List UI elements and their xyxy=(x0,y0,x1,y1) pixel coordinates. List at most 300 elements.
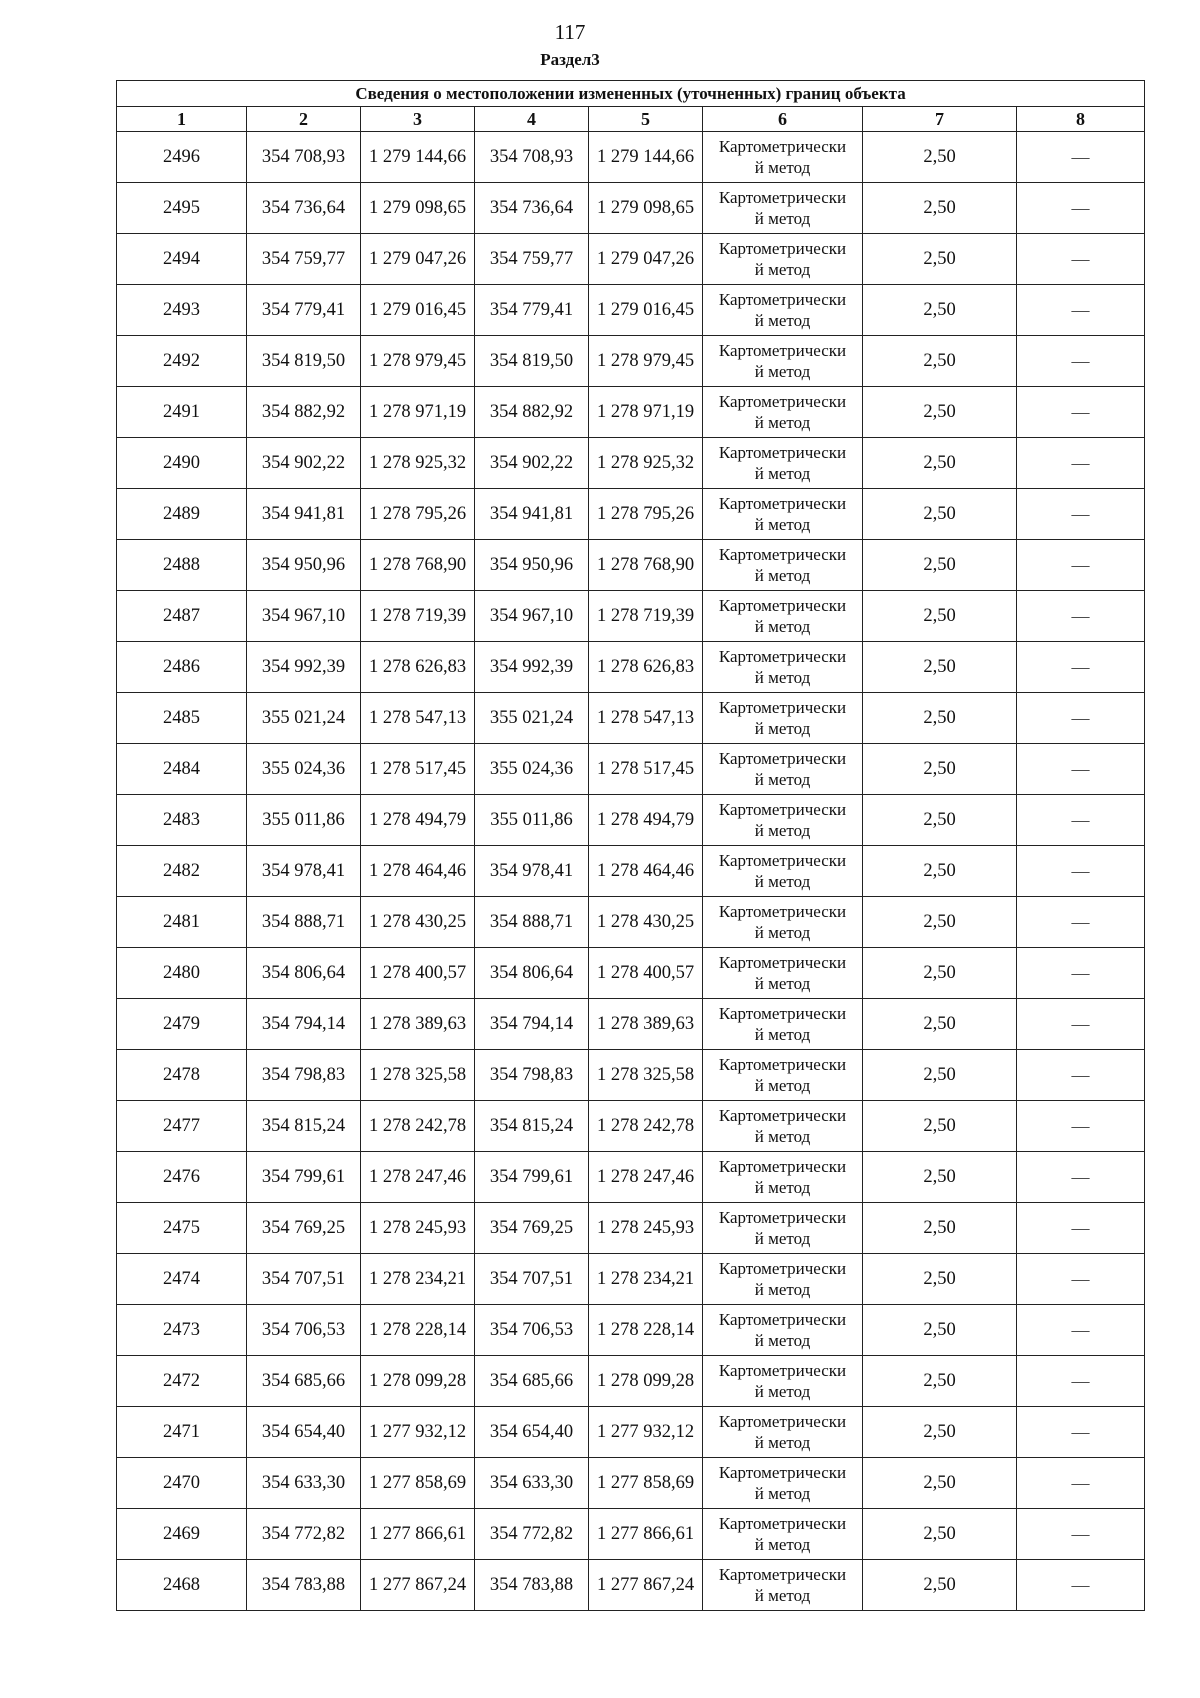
y-coordinate-cell: 1 278 626,83 xyxy=(361,642,475,693)
method-text-line: й метод xyxy=(754,1331,811,1350)
y-coordinate-cell: 1 279 016,45 xyxy=(589,285,703,336)
x-coordinate-cell: 355 021,24 xyxy=(247,693,361,744)
precision-cell: 2,50 xyxy=(863,1356,1017,1407)
description-cell: — xyxy=(1017,1407,1145,1458)
method-text-line: й метод xyxy=(754,923,811,942)
x-coordinate-cell: 354 794,14 xyxy=(247,999,361,1050)
point-number-cell: 2483 xyxy=(117,795,247,846)
method-text-line: Картометрически xyxy=(718,1106,847,1125)
x-coordinate-cell: 354 707,51 xyxy=(247,1254,361,1305)
description-cell: — xyxy=(1017,540,1145,591)
precision-cell: 2,50 xyxy=(863,1203,1017,1254)
method-text-line: Картометрически xyxy=(718,1514,847,1533)
method-text-line: Картометрически xyxy=(718,494,847,513)
point-number-cell: 2481 xyxy=(117,897,247,948)
precision-cell: 2,50 xyxy=(863,489,1017,540)
method-text-line: й метод xyxy=(754,770,811,789)
description-cell: — xyxy=(1017,1305,1145,1356)
description-cell: — xyxy=(1017,438,1145,489)
description-cell: — xyxy=(1017,693,1145,744)
y-coordinate-cell: 1 277 932,12 xyxy=(361,1407,475,1458)
method-text-line: й метод xyxy=(754,515,811,534)
y-coordinate-cell: 1 278 430,25 xyxy=(361,897,475,948)
y-coordinate-cell: 1 279 144,66 xyxy=(589,132,703,183)
point-number-cell: 2484 xyxy=(117,744,247,795)
table-row xyxy=(117,540,1145,591)
table-row xyxy=(117,1152,1145,1203)
x-coordinate-cell: 354 815,24 xyxy=(475,1101,589,1152)
method-text-line: й метод xyxy=(754,158,811,177)
description-cell: — xyxy=(1017,1050,1145,1101)
x-coordinate-cell: 354 707,51 xyxy=(475,1254,589,1305)
x-coordinate-cell: 354 798,83 xyxy=(475,1050,589,1101)
method-cell xyxy=(703,1407,863,1458)
description-cell: — xyxy=(1017,897,1145,948)
point-number-cell: 2479 xyxy=(117,999,247,1050)
point-number-cell: 2494 xyxy=(117,234,247,285)
y-coordinate-cell: 1 278 971,19 xyxy=(589,387,703,438)
precision-cell: 2,50 xyxy=(863,540,1017,591)
precision-cell: 2,50 xyxy=(863,693,1017,744)
y-coordinate-cell: 1 278 795,26 xyxy=(589,489,703,540)
table-row xyxy=(117,489,1145,540)
method-text-line: й метод xyxy=(754,1025,811,1044)
method-text-line: Картометрически xyxy=(718,443,847,462)
x-coordinate-cell: 354 978,41 xyxy=(475,846,589,897)
point-number-cell: 2495 xyxy=(117,183,247,234)
point-number-cell: 2482 xyxy=(117,846,247,897)
method-text-line: Картометрически xyxy=(718,1361,847,1380)
x-coordinate-cell: 354 779,41 xyxy=(475,285,589,336)
y-coordinate-cell: 1 278 247,46 xyxy=(361,1152,475,1203)
table-row xyxy=(117,183,1145,234)
x-coordinate-cell: 354 882,92 xyxy=(247,387,361,438)
y-coordinate-cell: 1 279 047,26 xyxy=(361,234,475,285)
table-row xyxy=(117,744,1145,795)
method-text-line: й метод xyxy=(754,1280,811,1299)
y-coordinate-cell: 1 279 098,65 xyxy=(589,183,703,234)
description-cell: — xyxy=(1017,489,1145,540)
y-coordinate-cell: 1 277 858,69 xyxy=(361,1458,475,1509)
table-row xyxy=(117,1203,1145,1254)
description-cell: — xyxy=(1017,1458,1145,1509)
y-coordinate-cell: 1 277 867,24 xyxy=(589,1560,703,1611)
method-text-line: Картометрически xyxy=(718,239,847,258)
method-text-line: Картометрически xyxy=(718,1208,847,1227)
column-number: 8 xyxy=(1017,107,1145,132)
precision-cell: 2,50 xyxy=(863,132,1017,183)
table-row xyxy=(117,336,1145,387)
method-text-line: й метод xyxy=(754,311,811,330)
column-number: 3 xyxy=(361,107,475,132)
y-coordinate-cell: 1 278 547,13 xyxy=(589,693,703,744)
method-text-line: й метод xyxy=(754,1382,811,1401)
table-row xyxy=(117,132,1145,183)
x-coordinate-cell: 354 769,25 xyxy=(475,1203,589,1254)
y-coordinate-cell: 1 278 768,90 xyxy=(361,540,475,591)
method-text-line: Картометрически xyxy=(718,647,847,666)
y-coordinate-cell: 1 278 099,28 xyxy=(361,1356,475,1407)
x-coordinate-cell: 354 819,50 xyxy=(475,336,589,387)
precision-cell: 2,50 xyxy=(863,897,1017,948)
description-cell: — xyxy=(1017,1152,1145,1203)
method-cell xyxy=(703,489,863,540)
table-row xyxy=(117,1356,1145,1407)
table-row xyxy=(117,1254,1145,1305)
method-text-line: Картометрически xyxy=(718,851,847,870)
point-number-cell: 2490 xyxy=(117,438,247,489)
table-row xyxy=(117,591,1145,642)
x-coordinate-cell: 354 978,41 xyxy=(247,846,361,897)
method-cell xyxy=(703,1356,863,1407)
table-row xyxy=(117,1509,1145,1560)
point-number-cell: 2487 xyxy=(117,591,247,642)
method-cell xyxy=(703,999,863,1050)
method-cell xyxy=(703,795,863,846)
y-coordinate-cell: 1 278 389,63 xyxy=(361,999,475,1050)
table-row xyxy=(117,693,1145,744)
table-row xyxy=(117,795,1145,846)
y-coordinate-cell: 1 279 047,26 xyxy=(589,234,703,285)
x-coordinate-cell: 354 706,53 xyxy=(475,1305,589,1356)
precision-cell: 2,50 xyxy=(863,1509,1017,1560)
method-text-line: й метод xyxy=(754,1484,811,1503)
method-text-line: Картометрически xyxy=(718,1259,847,1278)
x-coordinate-cell: 354 799,61 xyxy=(475,1152,589,1203)
x-coordinate-cell: 354 633,30 xyxy=(247,1458,361,1509)
column-number: 5 xyxy=(589,107,703,132)
method-text-line: й метод xyxy=(754,821,811,840)
point-number-cell: 2485 xyxy=(117,693,247,744)
x-coordinate-cell: 354 654,40 xyxy=(247,1407,361,1458)
method-text-line: й метод xyxy=(754,1433,811,1452)
y-coordinate-cell: 1 278 400,57 xyxy=(589,948,703,999)
y-coordinate-cell: 1 278 242,78 xyxy=(589,1101,703,1152)
x-coordinate-cell: 354 706,53 xyxy=(247,1305,361,1356)
y-coordinate-cell: 1 278 626,83 xyxy=(589,642,703,693)
point-number-cell: 2489 xyxy=(117,489,247,540)
column-number: 1 xyxy=(117,107,247,132)
column-number-row xyxy=(117,107,1145,132)
x-coordinate-cell: 354 736,64 xyxy=(247,183,361,234)
y-coordinate-cell: 1 278 464,46 xyxy=(361,846,475,897)
description-cell: — xyxy=(1017,1254,1145,1305)
point-number-cell: 2469 xyxy=(117,1509,247,1560)
x-coordinate-cell: 355 024,36 xyxy=(475,744,589,795)
precision-cell: 2,50 xyxy=(863,183,1017,234)
method-cell xyxy=(703,1203,863,1254)
description-cell: — xyxy=(1017,948,1145,999)
method-cell xyxy=(703,642,863,693)
table-row xyxy=(117,234,1145,285)
method-text-line: Картометрически xyxy=(718,1412,847,1431)
description-cell: — xyxy=(1017,795,1145,846)
x-coordinate-cell: 354 685,66 xyxy=(247,1356,361,1407)
table-row xyxy=(117,1458,1145,1509)
method-cell xyxy=(703,1254,863,1305)
description-cell: — xyxy=(1017,1101,1145,1152)
x-coordinate-cell: 355 011,86 xyxy=(247,795,361,846)
method-text-line: й метод xyxy=(754,1535,811,1554)
table-row xyxy=(117,846,1145,897)
x-coordinate-cell: 354 819,50 xyxy=(247,336,361,387)
precision-cell: 2,50 xyxy=(863,1407,1017,1458)
y-coordinate-cell: 1 278 925,32 xyxy=(589,438,703,489)
precision-cell: 2,50 xyxy=(863,336,1017,387)
y-coordinate-cell: 1 278 234,21 xyxy=(589,1254,703,1305)
method-cell xyxy=(703,285,863,336)
y-coordinate-cell: 1 278 795,26 xyxy=(361,489,475,540)
method-text-line: й метод xyxy=(754,413,811,432)
x-coordinate-cell: 354 992,39 xyxy=(475,642,589,693)
precision-cell: 2,50 xyxy=(863,999,1017,1050)
x-coordinate-cell: 354 967,10 xyxy=(475,591,589,642)
y-coordinate-cell: 1 277 866,61 xyxy=(361,1509,475,1560)
y-coordinate-cell: 1 278 768,90 xyxy=(589,540,703,591)
precision-cell: 2,50 xyxy=(863,846,1017,897)
x-coordinate-cell: 354 888,71 xyxy=(475,897,589,948)
table-row xyxy=(117,1101,1145,1152)
method-text-line: Картометрически xyxy=(718,188,847,207)
y-coordinate-cell: 1 278 247,46 xyxy=(589,1152,703,1203)
method-text-line: Картометрически xyxy=(718,1565,847,1584)
table-row xyxy=(117,999,1145,1050)
method-cell xyxy=(703,1560,863,1611)
method-cell xyxy=(703,846,863,897)
method-text-line: Картометрически xyxy=(718,1157,847,1176)
method-text-line: й метод xyxy=(754,1127,811,1146)
point-number-cell: 2470 xyxy=(117,1458,247,1509)
method-text-line: Картометрически xyxy=(718,596,847,615)
description-cell: — xyxy=(1017,744,1145,795)
method-text-line: Картометрически xyxy=(718,545,847,564)
table-row xyxy=(117,438,1145,489)
y-coordinate-cell: 1 277 867,24 xyxy=(361,1560,475,1611)
method-cell xyxy=(703,1305,863,1356)
precision-cell: 2,50 xyxy=(863,591,1017,642)
method-cell xyxy=(703,183,863,234)
description-cell: — xyxy=(1017,183,1145,234)
method-cell xyxy=(703,438,863,489)
precision-cell: 2,50 xyxy=(863,1458,1017,1509)
x-coordinate-cell: 354 992,39 xyxy=(247,642,361,693)
x-coordinate-cell: 354 882,92 xyxy=(475,387,589,438)
precision-cell: 2,50 xyxy=(863,948,1017,999)
description-cell: — xyxy=(1017,132,1145,183)
precision-cell: 2,50 xyxy=(863,438,1017,489)
method-text-line: Картометрически xyxy=(718,902,847,921)
x-coordinate-cell: 354 772,82 xyxy=(475,1509,589,1560)
description-cell: — xyxy=(1017,999,1145,1050)
y-coordinate-cell: 1 278 494,79 xyxy=(589,795,703,846)
method-text-line: Картометрически xyxy=(718,1310,847,1329)
precision-cell: 2,50 xyxy=(863,642,1017,693)
method-text-line: Картометрически xyxy=(718,1055,847,1074)
method-text-line: Картометрически xyxy=(718,392,847,411)
y-coordinate-cell: 1 279 098,65 xyxy=(361,183,475,234)
table-row xyxy=(117,1305,1145,1356)
description-cell: — xyxy=(1017,387,1145,438)
point-number-cell: 2473 xyxy=(117,1305,247,1356)
point-number-cell: 2491 xyxy=(117,387,247,438)
y-coordinate-cell: 1 278 228,14 xyxy=(361,1305,475,1356)
method-text-line: Картометрически xyxy=(718,800,847,819)
x-coordinate-cell: 354 759,77 xyxy=(247,234,361,285)
x-coordinate-cell: 354 902,22 xyxy=(247,438,361,489)
x-coordinate-cell: 354 941,81 xyxy=(247,489,361,540)
description-cell: — xyxy=(1017,591,1145,642)
method-text-line: й метод xyxy=(754,719,811,738)
section-title: Раздел3 xyxy=(540,50,600,69)
x-coordinate-cell: 354 815,24 xyxy=(247,1101,361,1152)
point-number-cell: 2478 xyxy=(117,1050,247,1101)
table-row xyxy=(117,642,1145,693)
point-number-cell: 2493 xyxy=(117,285,247,336)
y-coordinate-cell: 1 277 858,69 xyxy=(589,1458,703,1509)
precision-cell: 2,50 xyxy=(863,1254,1017,1305)
description-cell: — xyxy=(1017,1203,1145,1254)
y-coordinate-cell: 1 278 389,63 xyxy=(589,999,703,1050)
method-text-line: й метод xyxy=(754,974,811,993)
y-coordinate-cell: 1 278 719,39 xyxy=(589,591,703,642)
x-coordinate-cell: 354 794,14 xyxy=(475,999,589,1050)
point-number-cell: 2486 xyxy=(117,642,247,693)
point-number-cell: 2496 xyxy=(117,132,247,183)
method-cell xyxy=(703,234,863,285)
point-number-cell: 2488 xyxy=(117,540,247,591)
method-text-line: Картометрически xyxy=(718,749,847,768)
x-coordinate-cell: 354 736,64 xyxy=(475,183,589,234)
x-coordinate-cell: 355 021,24 xyxy=(475,693,589,744)
x-coordinate-cell: 354 798,83 xyxy=(247,1050,361,1101)
method-text-line: й метод xyxy=(754,1229,811,1248)
description-cell: — xyxy=(1017,336,1145,387)
precision-cell: 2,50 xyxy=(863,234,1017,285)
x-coordinate-cell: 355 011,86 xyxy=(475,795,589,846)
method-cell xyxy=(703,1509,863,1560)
precision-cell: 2,50 xyxy=(863,1305,1017,1356)
method-text-line: Картометрически xyxy=(718,953,847,972)
x-coordinate-cell: 354 708,93 xyxy=(475,132,589,183)
x-coordinate-cell: 354 967,10 xyxy=(247,591,361,642)
x-coordinate-cell: 354 950,96 xyxy=(247,540,361,591)
column-number: 7 xyxy=(863,107,1017,132)
x-coordinate-cell: 354 685,66 xyxy=(475,1356,589,1407)
x-coordinate-cell: 354 950,96 xyxy=(475,540,589,591)
y-coordinate-cell: 1 279 144,66 xyxy=(361,132,475,183)
method-text-line: Картометрически xyxy=(718,1004,847,1023)
method-text-line: Картометрически xyxy=(718,137,847,156)
x-coordinate-cell: 354 783,88 xyxy=(475,1560,589,1611)
precision-cell: 2,50 xyxy=(863,1050,1017,1101)
y-coordinate-cell: 1 277 932,12 xyxy=(589,1407,703,1458)
y-coordinate-cell: 1 278 979,45 xyxy=(589,336,703,387)
method-text-line: й метод xyxy=(754,617,811,636)
method-cell xyxy=(703,948,863,999)
method-cell xyxy=(703,744,863,795)
y-coordinate-cell: 1 279 016,45 xyxy=(361,285,475,336)
description-cell: — xyxy=(1017,285,1145,336)
y-coordinate-cell: 1 278 099,28 xyxy=(589,1356,703,1407)
y-coordinate-cell: 1 278 234,21 xyxy=(361,1254,475,1305)
table-caption: Сведения о местоположении измененных (уточненных) границ объекта xyxy=(117,81,1145,107)
x-coordinate-cell: 354 806,64 xyxy=(247,948,361,999)
table-row xyxy=(117,387,1145,438)
point-number-cell: 2468 xyxy=(117,1560,247,1611)
point-number-cell: 2492 xyxy=(117,336,247,387)
method-cell xyxy=(703,693,863,744)
y-coordinate-cell: 1 277 866,61 xyxy=(589,1509,703,1560)
method-text-line: Картометрически xyxy=(718,341,847,360)
description-cell: — xyxy=(1017,1560,1145,1611)
page-number: 117 xyxy=(554,20,586,44)
x-coordinate-cell: 354 769,25 xyxy=(247,1203,361,1254)
method-cell xyxy=(703,591,863,642)
precision-cell: 2,50 xyxy=(863,795,1017,846)
method-text-line: й метод xyxy=(754,1178,811,1197)
method-cell xyxy=(703,132,863,183)
y-coordinate-cell: 1 278 228,14 xyxy=(589,1305,703,1356)
precision-cell: 2,50 xyxy=(863,744,1017,795)
table-row xyxy=(117,1560,1145,1611)
table-row xyxy=(117,285,1145,336)
description-cell: — xyxy=(1017,1356,1145,1407)
y-coordinate-cell: 1 278 494,79 xyxy=(361,795,475,846)
y-coordinate-cell: 1 278 719,39 xyxy=(361,591,475,642)
method-text-line: й метод xyxy=(754,1076,811,1095)
y-coordinate-cell: 1 278 242,78 xyxy=(361,1101,475,1152)
method-cell xyxy=(703,540,863,591)
point-number-cell: 2477 xyxy=(117,1101,247,1152)
x-coordinate-cell: 354 654,40 xyxy=(475,1407,589,1458)
table-body xyxy=(117,132,1145,1611)
method-text-line: й метод xyxy=(754,362,811,381)
x-coordinate-cell: 354 779,41 xyxy=(247,285,361,336)
method-text-line: й метод xyxy=(754,1586,811,1605)
method-cell xyxy=(703,1050,863,1101)
y-coordinate-cell: 1 278 517,45 xyxy=(589,744,703,795)
method-text-line: й метод xyxy=(754,464,811,483)
precision-cell: 2,50 xyxy=(863,1560,1017,1611)
y-coordinate-cell: 1 278 547,13 xyxy=(361,693,475,744)
y-coordinate-cell: 1 278 925,32 xyxy=(361,438,475,489)
x-coordinate-cell: 354 783,88 xyxy=(247,1560,361,1611)
method-text-line: й метод xyxy=(754,872,811,891)
x-coordinate-cell: 354 772,82 xyxy=(247,1509,361,1560)
description-cell: — xyxy=(1017,234,1145,285)
x-coordinate-cell: 355 024,36 xyxy=(247,744,361,795)
table-row xyxy=(117,1407,1145,1458)
table-row xyxy=(117,1050,1145,1101)
point-number-cell: 2476 xyxy=(117,1152,247,1203)
point-number-cell: 2480 xyxy=(117,948,247,999)
method-cell xyxy=(703,387,863,438)
method-text-line: й метод xyxy=(754,209,811,228)
description-cell: — xyxy=(1017,642,1145,693)
method-text-line: Картометрически xyxy=(718,1463,847,1482)
precision-cell: 2,50 xyxy=(863,1152,1017,1203)
precision-cell: 2,50 xyxy=(863,1101,1017,1152)
column-number: 4 xyxy=(475,107,589,132)
point-number-cell: 2475 xyxy=(117,1203,247,1254)
description-cell: — xyxy=(1017,846,1145,897)
y-coordinate-cell: 1 278 325,58 xyxy=(589,1050,703,1101)
boundary-coordinates-table xyxy=(116,80,1145,1611)
x-coordinate-cell: 354 888,71 xyxy=(247,897,361,948)
column-number: 6 xyxy=(703,107,863,132)
x-coordinate-cell: 354 806,64 xyxy=(475,948,589,999)
table-row xyxy=(117,897,1145,948)
